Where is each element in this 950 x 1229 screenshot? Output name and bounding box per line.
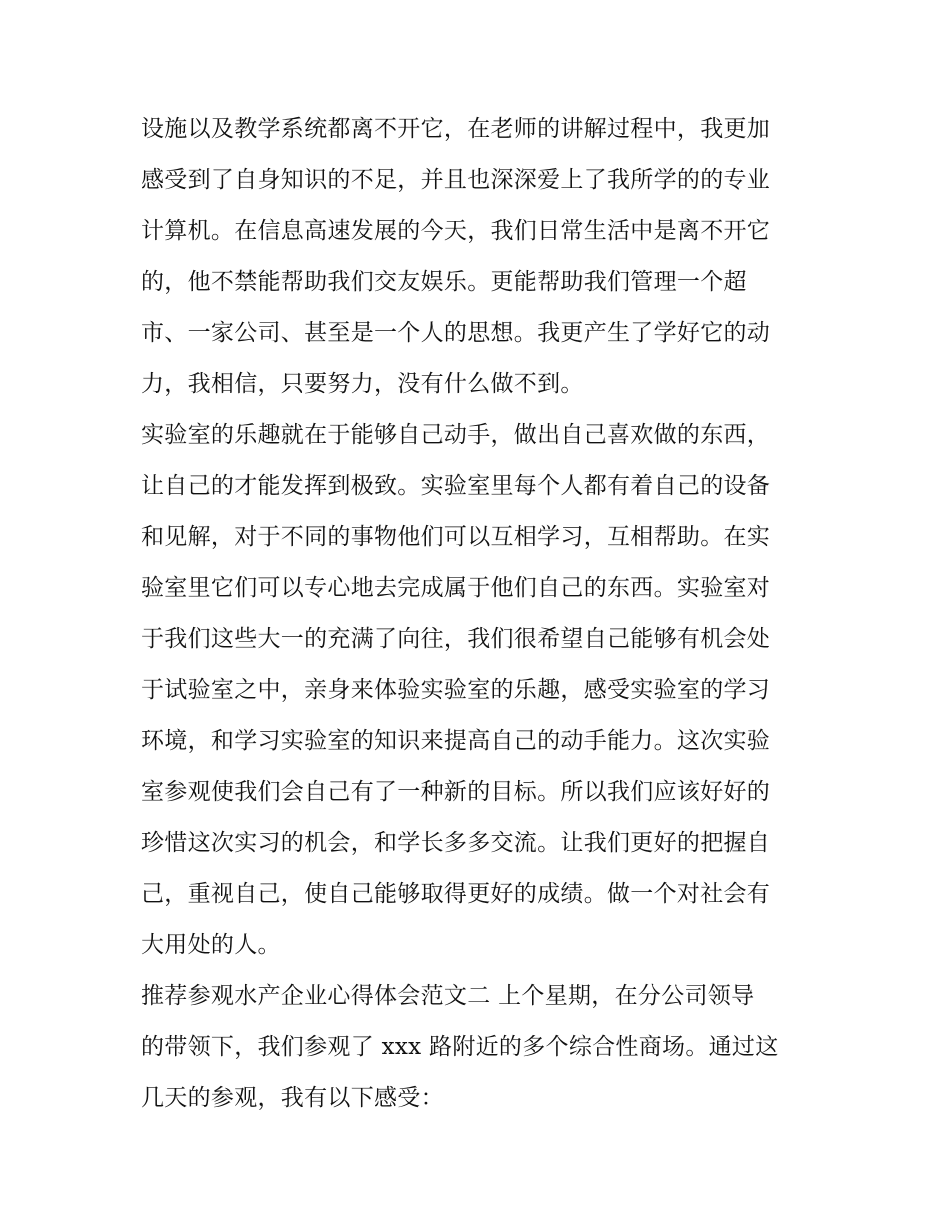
text-line: 力，我相信，只要努力，没有什么做不到。 (141, 371, 584, 397)
text-line: 于我们这些大一的充满了向往，我们很希望自己能够有机会处 (141, 626, 771, 652)
text-line: 推荐参观水产企业心得体会范文二 上个星期，在分公司领导 (141, 983, 755, 1009)
text-line: 己，重视自己，使自己能够取得更好的成绩。做一个对社会有 (141, 881, 771, 907)
text-line: 的，他不禁能帮助我们交友娱乐。更能帮助我们管理一个超 (141, 269, 747, 295)
text-line: 计算机。在信息高速发展的今天，我们日常生活中是离不开它 (141, 218, 771, 244)
text-line: 设施以及教学系统都离不开它，在老师的讲解过程中，我更加 (141, 116, 771, 142)
text-line: 几天的参观，我有以下感受： (141, 1085, 444, 1111)
text-line: 环境，和学习实验室的知识来提高自己的动手能力。这次实验 (141, 728, 771, 754)
text-line: 感受到了自身知识的不足，并且也深深爱上了我所学的的专业 (141, 167, 771, 193)
document-body (141, 104, 813, 1124)
text-line: 验室里它们可以专心地去完成属于他们自己的东西。实验室对 (141, 575, 771, 601)
text-line: 珍惜这次实习的机会，和学长多多交流。让我们更好的把握自 (141, 830, 771, 856)
text-line: 让自己的才能发挥到极致。实验室里每个人都有着自己的设备 (141, 473, 771, 499)
text-line: 大用处的人。 (141, 932, 281, 958)
text-line: 实验室的乐趣就在于能够自己动手，做出自己喜欢做的东西， (141, 422, 771, 448)
text-line: 和见解，对于不同的事物他们可以互相学习，互相帮助。在实 (141, 524, 771, 550)
text-line: 市、一家公司、甚至是一个人的思想。我更产生了学好它的动 (141, 320, 771, 346)
text-line: 的带领下，我们参观了 xxx 路附近的多个综合性商场。通过这 (141, 1034, 779, 1060)
text-line: 室参观使我们会自己有了一种新的目标。所以我们应该好好的 (141, 779, 771, 805)
text-line: 于试验室之中，亲身来体验实验室的乐趣，感受实验室的学习 (141, 677, 771, 703)
